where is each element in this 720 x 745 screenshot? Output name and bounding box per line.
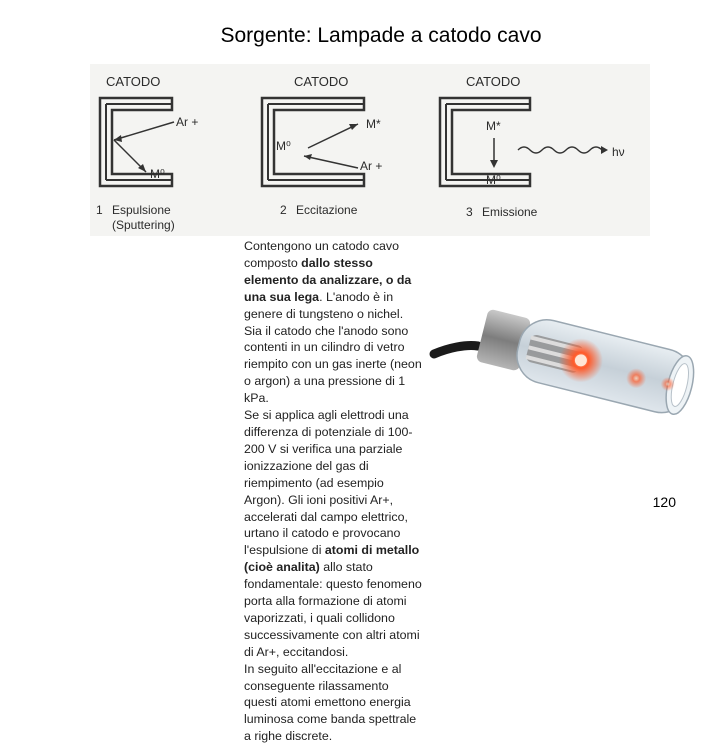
paragraph-2: [244, 407, 422, 661]
panel-1-caption-number: 1: [96, 203, 103, 217]
panel-excitation: [262, 74, 382, 217]
panel-1-caption: Espulsione: [112, 203, 171, 217]
panel-2-caption: Eccitazione: [296, 203, 358, 217]
panel-1-atom-label: M⁰: [150, 167, 165, 181]
panel-emission: [440, 74, 625, 219]
panel-2-atom-label: M⁰: [276, 139, 291, 153]
photon-wave-icon: [518, 147, 602, 153]
hollow-cathode-lamp-photo: [428, 262, 718, 484]
panel-2-header: CATODO: [294, 74, 349, 89]
hollow-cathode-process-diagram: [90, 64, 650, 236]
panel-2-caption-number: 2: [280, 203, 287, 217]
page-number: 120: [652, 494, 676, 510]
p2-bold: atomi di metallo (cioè analita): [244, 543, 420, 575]
panel-3-excited-label: M*: [486, 119, 501, 133]
panel-3-atom-label: M⁰: [486, 173, 501, 187]
p1-intro: Contengono un catodo cavo composto: [244, 239, 400, 270]
panel-3-header: CATODO: [466, 74, 521, 89]
panel-sputtering: [96, 74, 198, 232]
panel-1-ion-label: Ar +: [176, 115, 199, 129]
panel-1-header: CATODO: [106, 74, 161, 89]
panel-3-photon-label: hν: [612, 145, 625, 159]
paragraph-3: In seguito all'eccitazione e al conseguente rilassamento questi atomi emettono energia luminosa come banda spettrale a righe discrete.: [244, 661, 417, 744]
panel-3-caption: Emissione: [482, 205, 538, 219]
panel-3-caption-number: 3: [466, 205, 473, 219]
p2-intro: Se si applica agli elettrodi una differenza di potenziale di 100-200 V si verifica una parziale ionizzazione del gas di riempimento (ad esempio Argon). Gli ioni positivi Ar+, accelerati dal campo elettrico, urtano il catodo e provocano l'espulsione di: [244, 408, 413, 558]
slide-title: Sorgente: Lampade a catodo cavo: [220, 24, 542, 47]
p2-rest: allo stato fondamentale: questo fenomeno porta alla formazione di atomi vaporizzati, i quali collidono successivamente con altri atomi di Ar+, eccitandosi.: [244, 560, 422, 659]
p1-rest: . L'anodo è in genere di tungsteno o nichel. Sia il catodo che l'anodo sono contenti in un cilindro di vetro riempito con un gas inerte (neon o argon) a una pressione di 1 kPa.: [244, 289, 422, 406]
panel-2-excited-label: M*: [366, 117, 381, 131]
paragraph-1: [244, 238, 422, 407]
text-block: [244, 238, 422, 745]
p1-bold: dallo stesso elemento da analizzare, o da una sua lega: [244, 255, 412, 304]
panel-1-caption-sub: (Sputtering): [112, 218, 175, 232]
panel-2-ion-label: Ar +: [360, 159, 383, 173]
cable: [434, 345, 478, 354]
